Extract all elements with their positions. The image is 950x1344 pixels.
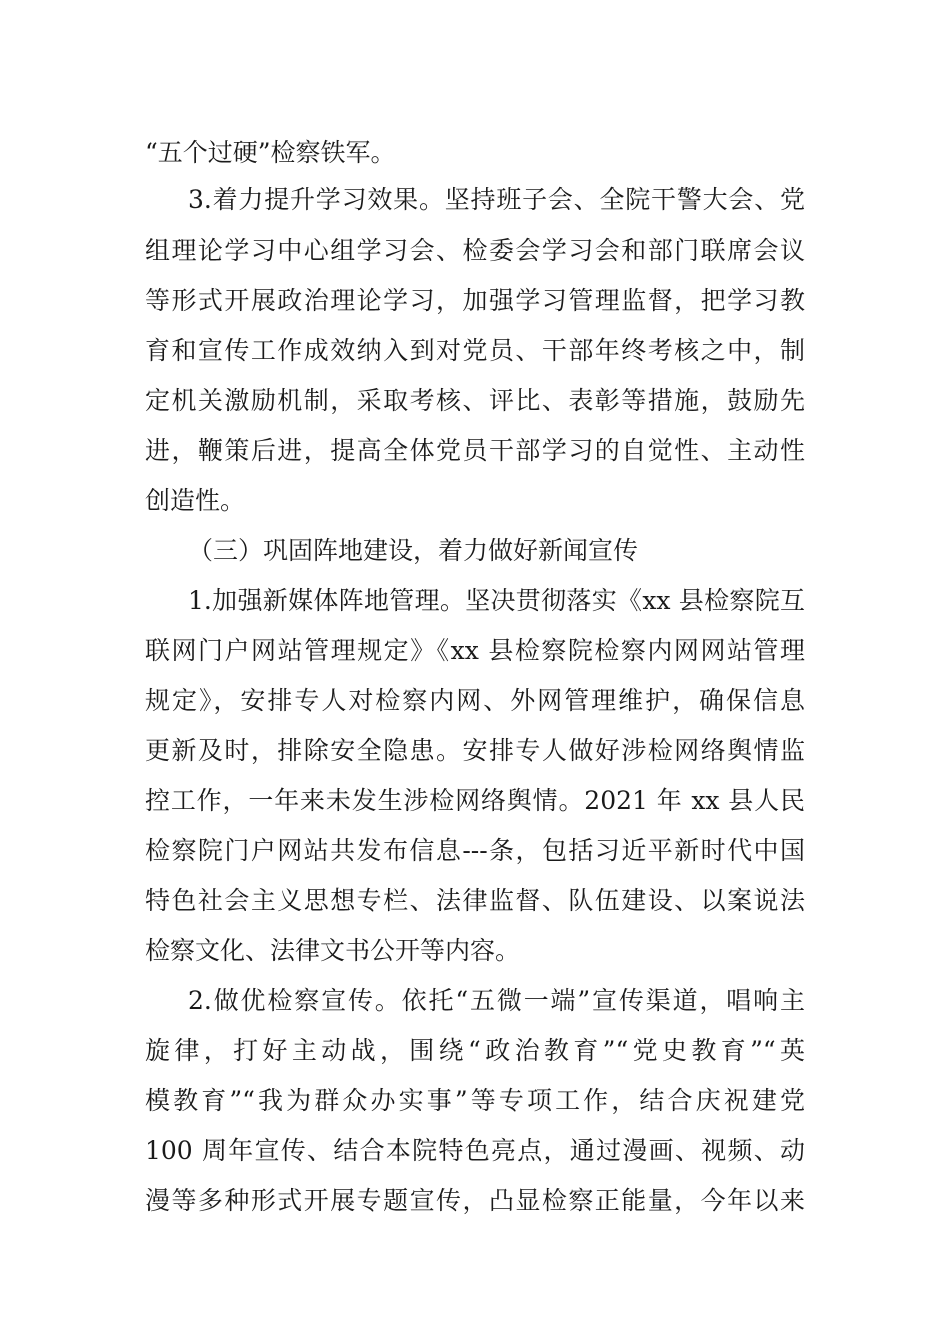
text-line-17: 检察文化、法律文书公开等内容。 [145, 936, 521, 965]
text-line-18: 2.做优检察宣传。依托“五微一端”宣传渠道，唱响主 [188, 986, 805, 1015]
text-line-10: 1.加强新媒体阵地管理。坚决贯彻落实《xx 县检察院互 [188, 586, 805, 615]
text-line-8: 创造性。 [145, 486, 246, 515]
text-line-15: 检察院门户网站共发布信息---条，包括习近平新时代中国 [145, 836, 805, 865]
text-line-19: 旋律，打好主动战，围绕“政治教育”“党史教育”“英 [145, 1036, 805, 1065]
text-line-21: 100 周年宣传、结合本院特色亮点，通过漫画、视频、动 [145, 1136, 805, 1165]
text-line-7: 进，鞭策后进，提高全体党员干部学习的自觉性、主动性 [145, 436, 805, 465]
text-line-16: 特色社会主义思想专栏、法律监督、队伍建设、以案说法 [145, 886, 805, 915]
text-line-13: 更新及时，排除安全隐患。安排专人做好涉检网络舆情监 [145, 736, 805, 765]
text-line-5: 育和宣传工作成效纳入到对党员、干部年终考核之中，制 [145, 336, 805, 365]
text-line-1: “五个过硬”检察铁军。 [145, 138, 396, 167]
text-line-3: 组理论学习中心组学习会、检委会学习会和部门联席会议 [145, 236, 805, 265]
text-line-20: 模教育”“我为群众办实事”等专项工作，结合庆祝建党 [145, 1086, 805, 1115]
section-heading: （三）巩固阵地建设，着力做好新闻宣传 [188, 536, 639, 565]
text-line-6: 定机关激励机制，采取考核、评比、表彰等措施，鼓励先 [145, 386, 805, 415]
text-line-22: 漫等多种形式开展专题宣传，凸显检察正能量，今年以来 [145, 1186, 805, 1215]
text-line-12: 规定》，安排专人对检察内网、外网管理维护，确保信息 [145, 686, 805, 715]
text-line-14: 控工作，一年来未发生涉检网络舆情。2021 年 xx 县人民 [145, 786, 805, 815]
text-line-4: 等形式开展政治理论学习，加强学习管理监督，把学习教 [145, 286, 805, 315]
text-line-2: 3.着力提升学习效果。坚持班子会、全院干警大会、党 [188, 185, 805, 214]
text-line-11: 联网门户网站管理规定》《xx 县检察院检察内网网站管理 [145, 636, 805, 665]
